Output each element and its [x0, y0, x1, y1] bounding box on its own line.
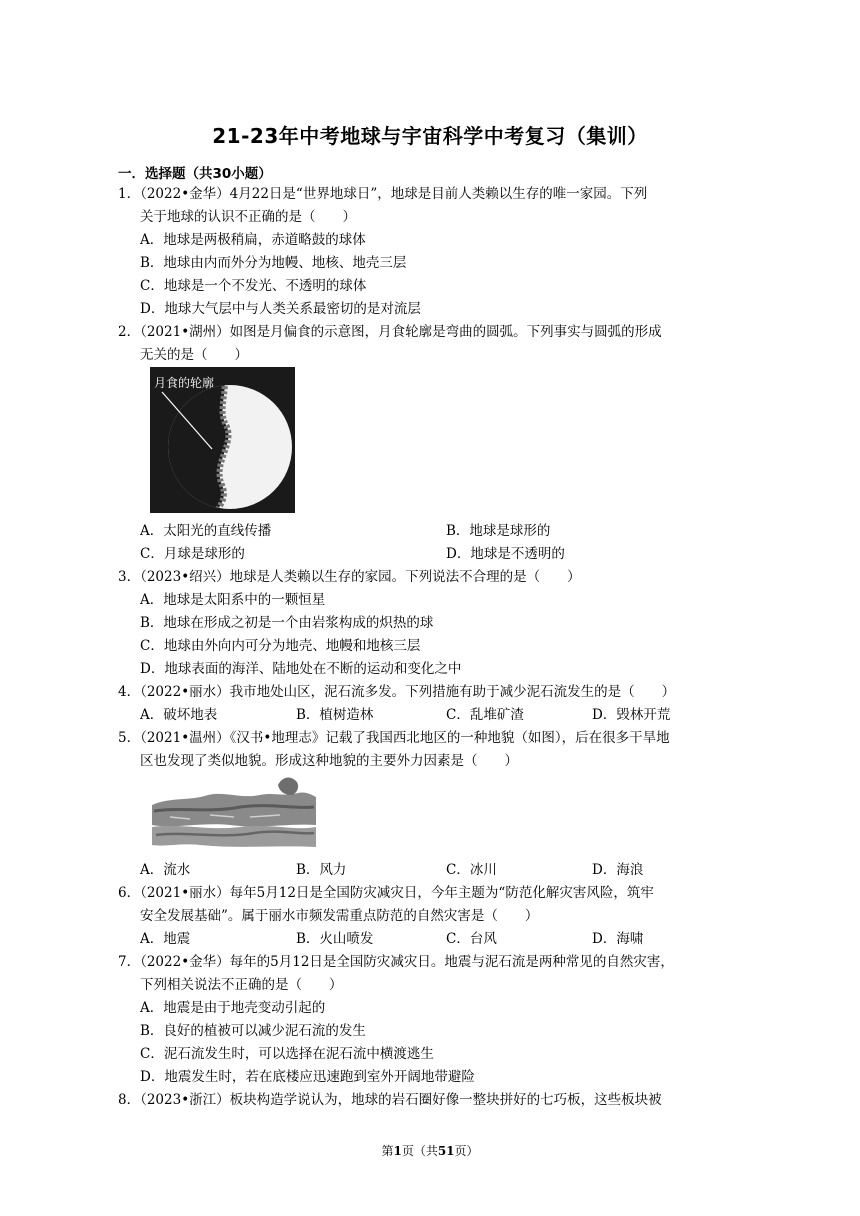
section-heading: 一．选择题（共30小题） — [118, 166, 272, 182]
question-7-option-c: C．泥石流发生时，可以选择在泥石流中横渡逃生 — [140, 1046, 434, 1062]
question-4-option-b: B．植树造林 — [296, 707, 374, 723]
footer-suffix: 页） — [454, 1144, 479, 1158]
question-7-stem-line1: 7．（2022•金华）每年的5月12日是全国防灾减灾日。地震与泥石流是两种常见的自然灾害， — [118, 954, 674, 970]
page-footer — [0, 1142, 860, 1159]
question-3-option-d: D．地球表面的海洋、陆地处在不断的运动和变化之中 — [140, 661, 462, 677]
question-3-option-b: B．地球在形成之初是一个由岩浆构成的炽热的球 — [140, 615, 434, 631]
question-5-option-d: D．海浪 — [592, 862, 644, 878]
question-5 — [118, 727, 734, 773]
question-7 — [118, 951, 734, 997]
question-3-option-a: A．地球是太阳系中的一颗恒星 — [140, 592, 326, 608]
question-4 — [118, 681, 734, 704]
question-3-option-c: C．地球由外向内可分为地壳、地幔和地核三层 — [140, 638, 421, 654]
lunar-eclipse-figure — [150, 367, 295, 513]
question-2 — [118, 321, 734, 367]
question-1-option-b: B．地球由内而外分为地幔、地核、地壳三层 — [140, 255, 407, 271]
question-2-option-d: D．地球是不透明的 — [446, 546, 565, 562]
footer-prefix: 第 — [381, 1144, 394, 1158]
question-1-option-a: A．地球是两极稍扁，赤道略鼓的球体 — [140, 232, 366, 248]
question-7-option-b: B．良好的植被可以减少泥石流的发生 — [140, 1023, 366, 1039]
question-4-option-c: C．乱堆矿渣 — [446, 707, 524, 723]
question-2-stem-line1: 2．（2021•湖州）如图是月偏食的示意图，月食轮廓是弯曲的圆弧。下列事实与圆弧的形成 — [118, 324, 662, 340]
question-1 — [118, 183, 734, 229]
question-6-option-b: B．火山喷发 — [296, 931, 374, 947]
footer-total-pages: 51 — [437, 1144, 455, 1158]
landform-figure — [150, 773, 317, 849]
question-2-option-a: A．太阳光的直线传播 — [140, 523, 272, 539]
question-6-option-a: A．地震 — [140, 931, 191, 947]
question-1-stem-line1: 1．（2022•金华）4月22日是“世界地球日”，地球是目前人类赖以生存的唯一家园。下列 — [118, 186, 648, 202]
question-2-stem-line2: 无关的是（ ） — [140, 347, 248, 363]
page-title: 21-23年中考地球与宇宙科学中考复习（集训） — [212, 124, 648, 148]
question-5-stem-line2: 区也发现了类似地貌。形成这种地貌的主要外力因素是（ ） — [140, 753, 518, 769]
footer-page-number: 1 — [393, 1144, 402, 1158]
question-7-option-a: A．地震是由于地壳变动引起的 — [140, 1000, 326, 1016]
question-6-stem-line1: 6．（2021•丽水）每年5月12日是全国防灾减灾日，今年主题为“防范化解灾害风险，筑牢 — [118, 885, 654, 901]
question-1-option-c: C．地球是一个不发光、不透明的球体 — [140, 278, 367, 294]
question-2-option-b: B．地球是球形的 — [446, 523, 551, 539]
question-5-option-a: A．流水 — [140, 862, 191, 878]
question-3 — [118, 566, 734, 589]
lunar-eclipse-image — [150, 367, 295, 513]
question-5-stem-line1: 5．（2021•温州）《汉书•地理志》记载了我国西北地区的一种地貌（如图），后在很多干旱地 — [118, 730, 670, 746]
footer-mid: 页（共 — [401, 1144, 438, 1158]
question-5-option-b: B．风力 — [296, 862, 347, 878]
question-4-option-d: D．毁林开荒 — [592, 707, 671, 723]
question-5-option-c: C．冰川 — [446, 862, 497, 878]
question-7-option-d: D．地震发生时，若在底楼应迅速跑到室外开阔地带避险 — [140, 1069, 475, 1085]
question-4-option-a: A．破坏地表 — [140, 707, 218, 723]
question-6 — [118, 882, 734, 928]
question-6-option-d: D．海啸 — [592, 931, 644, 947]
question-8-stem-line1: 8．（2023•浙江）板块构造学说认为，地球的岩石圈好像一整块拼好的七巧板，这些板块被 — [118, 1092, 662, 1108]
question-3-stem-line1: 3．（2023•绍兴）地球是人类赖以生存的家园。下列说法不合理的是（ ） — [118, 569, 581, 585]
question-6-stem-line2: 安全发展基础”。属于丽水市频发需重点防范的自然灾害是（ ） — [140, 908, 539, 924]
question-1-option-d: D．地球大气层中与人类关系最密切的是对流层 — [140, 301, 421, 317]
question-1-stem-line2: 关于地球的认识不正确的是（ ） — [140, 209, 356, 225]
question-6-option-c: C．台风 — [446, 931, 497, 947]
question-2-option-c: C．月球是球形的 — [140, 546, 245, 562]
yardang-landform-image — [150, 773, 317, 849]
moon-outline-label: 月食的轮廓 — [154, 376, 215, 390]
question-4-stem-line1: 4．（2022•丽水）我市地处山区，泥石流多发。下列措施有助于减少泥石流发生的是（ ） — [118, 684, 676, 700]
question-8 — [118, 1089, 734, 1112]
question-7-stem-line2: 下列相关说法不正确的是（ ） — [140, 977, 343, 993]
